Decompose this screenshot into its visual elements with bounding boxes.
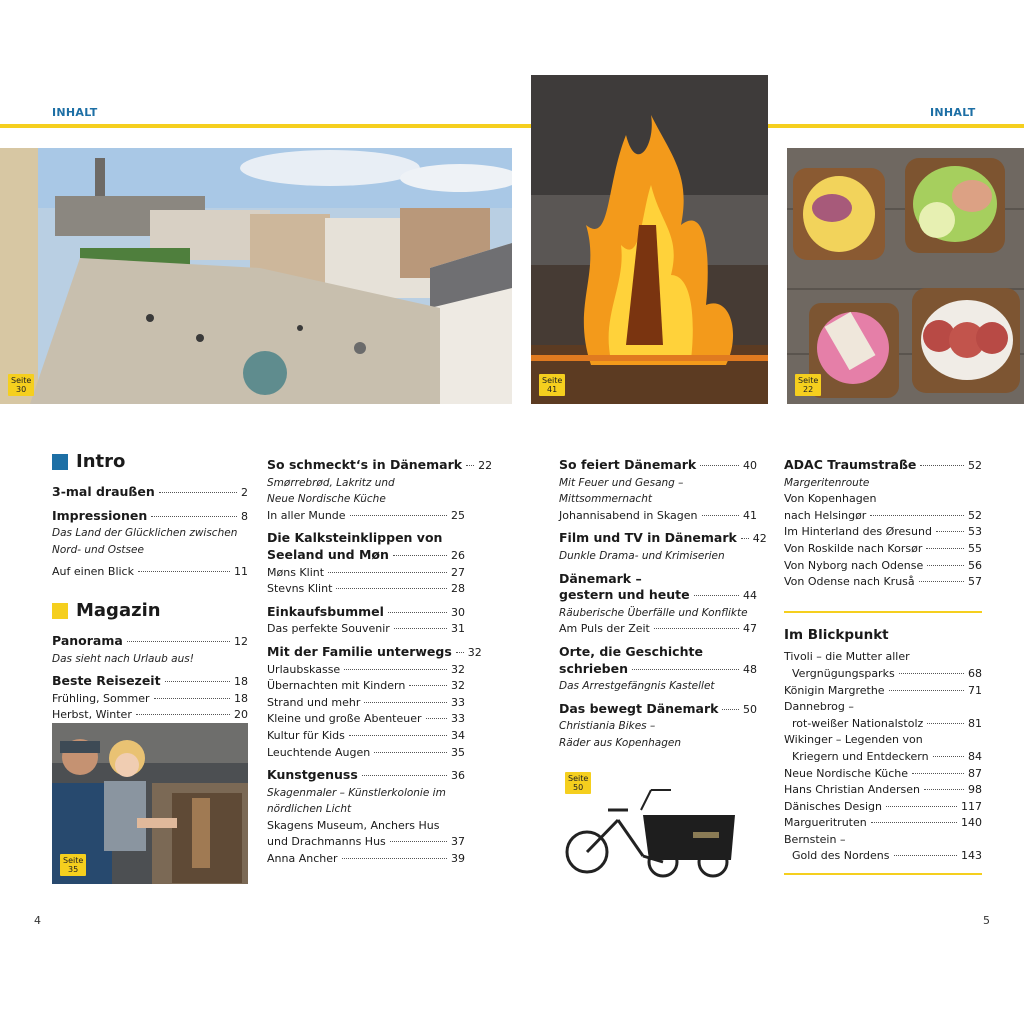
toc-entry[interactable]: gestern und heute 44 xyxy=(559,587,757,603)
toc-entry[interactable]: ADAC Traumstraße 52 xyxy=(784,457,982,472)
toc-entry[interactable]: Leuchtende Augen 35 xyxy=(267,745,465,759)
toc-entry[interactable]: Kunstgenuss 36 xyxy=(267,767,465,783)
toc-entry[interactable]: So schmeckt‘s in Dänemark 22 xyxy=(267,457,493,472)
page-badge: Seite 41 xyxy=(539,374,565,396)
toc-entry[interactable]: Königin Margrethe 71 xyxy=(784,683,982,697)
toc-column-1 xyxy=(52,450,248,730)
toc-entry[interactable]: Von Nyborg nach Odense 56 xyxy=(784,558,982,572)
toc-entry[interactable]: Kultur für Kids 34 xyxy=(267,728,465,742)
toc-entry-title[interactable]: Skagens Museum, Anchers Hus xyxy=(267,818,440,832)
toc-entry[interactable]: 3-mal draußen 2 xyxy=(52,484,248,499)
toc-column-3 xyxy=(559,457,767,758)
toc-entry[interactable]: So feiert Dänemark 40 xyxy=(559,457,757,472)
toc-entry-title[interactable]: Wikinger – Legenden von xyxy=(784,733,923,747)
toc-entry[interactable]: Seeland und Møn 26 xyxy=(267,546,465,562)
toc-entry[interactable]: Kleine und große Abenteuer 33 xyxy=(267,712,465,726)
toc-entry[interactable]: Am Puls der Zeit 47 xyxy=(559,622,757,636)
toc-entry[interactable]: Margueritruten 140 xyxy=(784,816,982,830)
toc-subtitle: Räuberische Überfälle und Konflikte xyxy=(559,606,748,619)
cargo-bike-photo xyxy=(563,770,743,890)
blue-square-icon xyxy=(52,454,68,470)
page-badge: Seite 35 xyxy=(60,854,86,876)
bonfire-photo xyxy=(531,75,768,404)
toc-subtitle: Margeritenroute xyxy=(784,476,870,489)
section-intro-heading: Intro xyxy=(52,450,248,474)
toc-entry-title[interactable]: Dannebrog – xyxy=(784,700,854,714)
toc-entry-title[interactable]: Bernstein – xyxy=(784,832,846,846)
father-child-woodwork-photo xyxy=(52,723,248,884)
toc-entry[interactable]: In aller Munde 25 xyxy=(267,508,465,522)
toc-subtitle: Dunkle Drama- und Krimiserien xyxy=(559,549,725,562)
yellow-rule-right xyxy=(768,124,1024,128)
blickpunkt-heading: Im Blickpunkt xyxy=(784,626,889,643)
toc-column-4 xyxy=(784,457,982,889)
toc-entry[interactable]: nach Helsingør 52 xyxy=(784,508,982,522)
toc-column-2 xyxy=(267,457,493,874)
toc-entry-title[interactable]: Die Kalksteinklippen von xyxy=(267,530,443,546)
toc-entry[interactable]: rot-weißer Nationalstolz 81 xyxy=(792,716,982,730)
toc-entry[interactable]: Frühling, Sommer 18 xyxy=(52,691,248,705)
toc-entry[interactable]: Einkaufsbummel 30 xyxy=(267,603,465,619)
toc-entry[interactable]: Film und TV in Dänemark 42 xyxy=(559,530,767,546)
section-magazin-heading: Magazin xyxy=(52,599,248,623)
toc-entry[interactable]: Mit der Familie unterwegs 32 xyxy=(267,643,482,659)
copenhagen-square-photo xyxy=(0,148,512,404)
toc-entry[interactable]: Übernachten mit Kindern 32 xyxy=(267,679,465,693)
toc-subtitle: Christiania Bikes – xyxy=(559,720,656,733)
toc-entry[interactable]: Impressionen 8 xyxy=(52,507,248,523)
toc-subtitle: Skagenmaler – Künstlerkolonie im xyxy=(267,786,446,799)
toc-entry[interactable]: Neue Nordische Küche 87 xyxy=(784,766,982,780)
section-label-right: INHALT xyxy=(930,106,976,119)
toc-entry-title[interactable]: Dänemark – xyxy=(559,570,642,586)
toc-entry[interactable]: Stevns Klint 28 xyxy=(267,582,465,596)
toc-entry[interactable]: Kriegern und Entdeckern 84 xyxy=(792,749,982,763)
toc-subtitle: Mit Feuer und Gesang – xyxy=(559,476,684,489)
yellow-divider xyxy=(784,611,982,613)
toc-subtitle: Das sieht nach Urlaub aus! xyxy=(52,652,194,665)
toc-entry[interactable]: Im Hinterland des Øresund 53 xyxy=(784,525,982,539)
yellow-divider xyxy=(784,873,982,875)
toc-subtitle: Das Land der Glücklichen zwischen xyxy=(52,527,238,540)
toc-entry[interactable]: Møns Klint 27 xyxy=(267,565,465,579)
page-badge: Seite 50 xyxy=(565,772,591,794)
smorrebrod-photo xyxy=(787,148,1024,404)
toc-entry-title[interactable]: Tivoli – die Mutter aller xyxy=(784,650,910,664)
toc-entry[interactable]: Vergnügungsparks 68 xyxy=(792,666,982,680)
page-number-left: 4 xyxy=(34,914,41,927)
toc-entry[interactable]: Strand und mehr 33 xyxy=(267,695,465,709)
toc-subtitle: Mittsommernacht xyxy=(559,493,652,506)
toc-entry[interactable]: Gold des Nordens 143 xyxy=(792,849,982,863)
toc-entry[interactable]: Von Odense nach Kruså 57 xyxy=(784,575,982,589)
toc-entry[interactable]: Johannisabend in Skagen 41 xyxy=(559,508,757,522)
toc-entry[interactable]: Das bewegt Dänemark 50 xyxy=(559,700,757,716)
toc-entry[interactable]: Anna Ancher 39 xyxy=(267,852,465,866)
toc-entry[interactable]: und Drachmanns Hus 37 xyxy=(267,835,465,849)
toc-entry[interactable]: Panorama 12 xyxy=(52,632,248,648)
toc-entry-title[interactable]: Von Kopenhagen xyxy=(784,492,877,506)
toc-entry[interactable]: Das perfekte Souvenir 31 xyxy=(267,622,465,636)
yellow-square-icon xyxy=(52,603,68,619)
page-badge: Seite 30 xyxy=(8,374,34,396)
section-label-left: INHALT xyxy=(52,106,98,119)
toc-subtitle: Nord- und Ostsee xyxy=(52,543,144,556)
toc-entry[interactable]: Beste Reisezeit 18 xyxy=(52,673,248,689)
toc-subtitle: Räder aus Kopenhagen xyxy=(559,736,681,749)
toc-entry[interactable]: Urlaubskasse 32 xyxy=(267,662,465,676)
toc-subtitle: nördlichen Licht xyxy=(267,803,352,816)
toc-entry[interactable]: Dänisches Design 117 xyxy=(784,799,982,813)
toc-subtitle: Neue Nordische Küche xyxy=(267,493,386,506)
toc-entry[interactable]: Von Roskilde nach Korsør 55 xyxy=(784,541,982,555)
page-number-right: 5 xyxy=(983,914,990,927)
toc-entry[interactable]: schrieben 48 xyxy=(559,660,757,676)
toc-entry[interactable]: Auf einen Blick 11 xyxy=(52,565,248,579)
toc-entry[interactable]: Herbst, Winter 20 xyxy=(52,708,248,722)
toc-entry-title[interactable]: Orte, die Geschichte xyxy=(559,643,703,659)
toc-subtitle: Das Arrestgefängnis Kastellet xyxy=(559,680,715,693)
page-badge: Seite 22 xyxy=(795,374,821,396)
yellow-rule-left xyxy=(0,124,531,128)
toc-subtitle: Smørrebrød, Lakritz und xyxy=(267,476,395,489)
toc-entry[interactable]: Hans Christian Andersen 98 xyxy=(784,783,982,797)
